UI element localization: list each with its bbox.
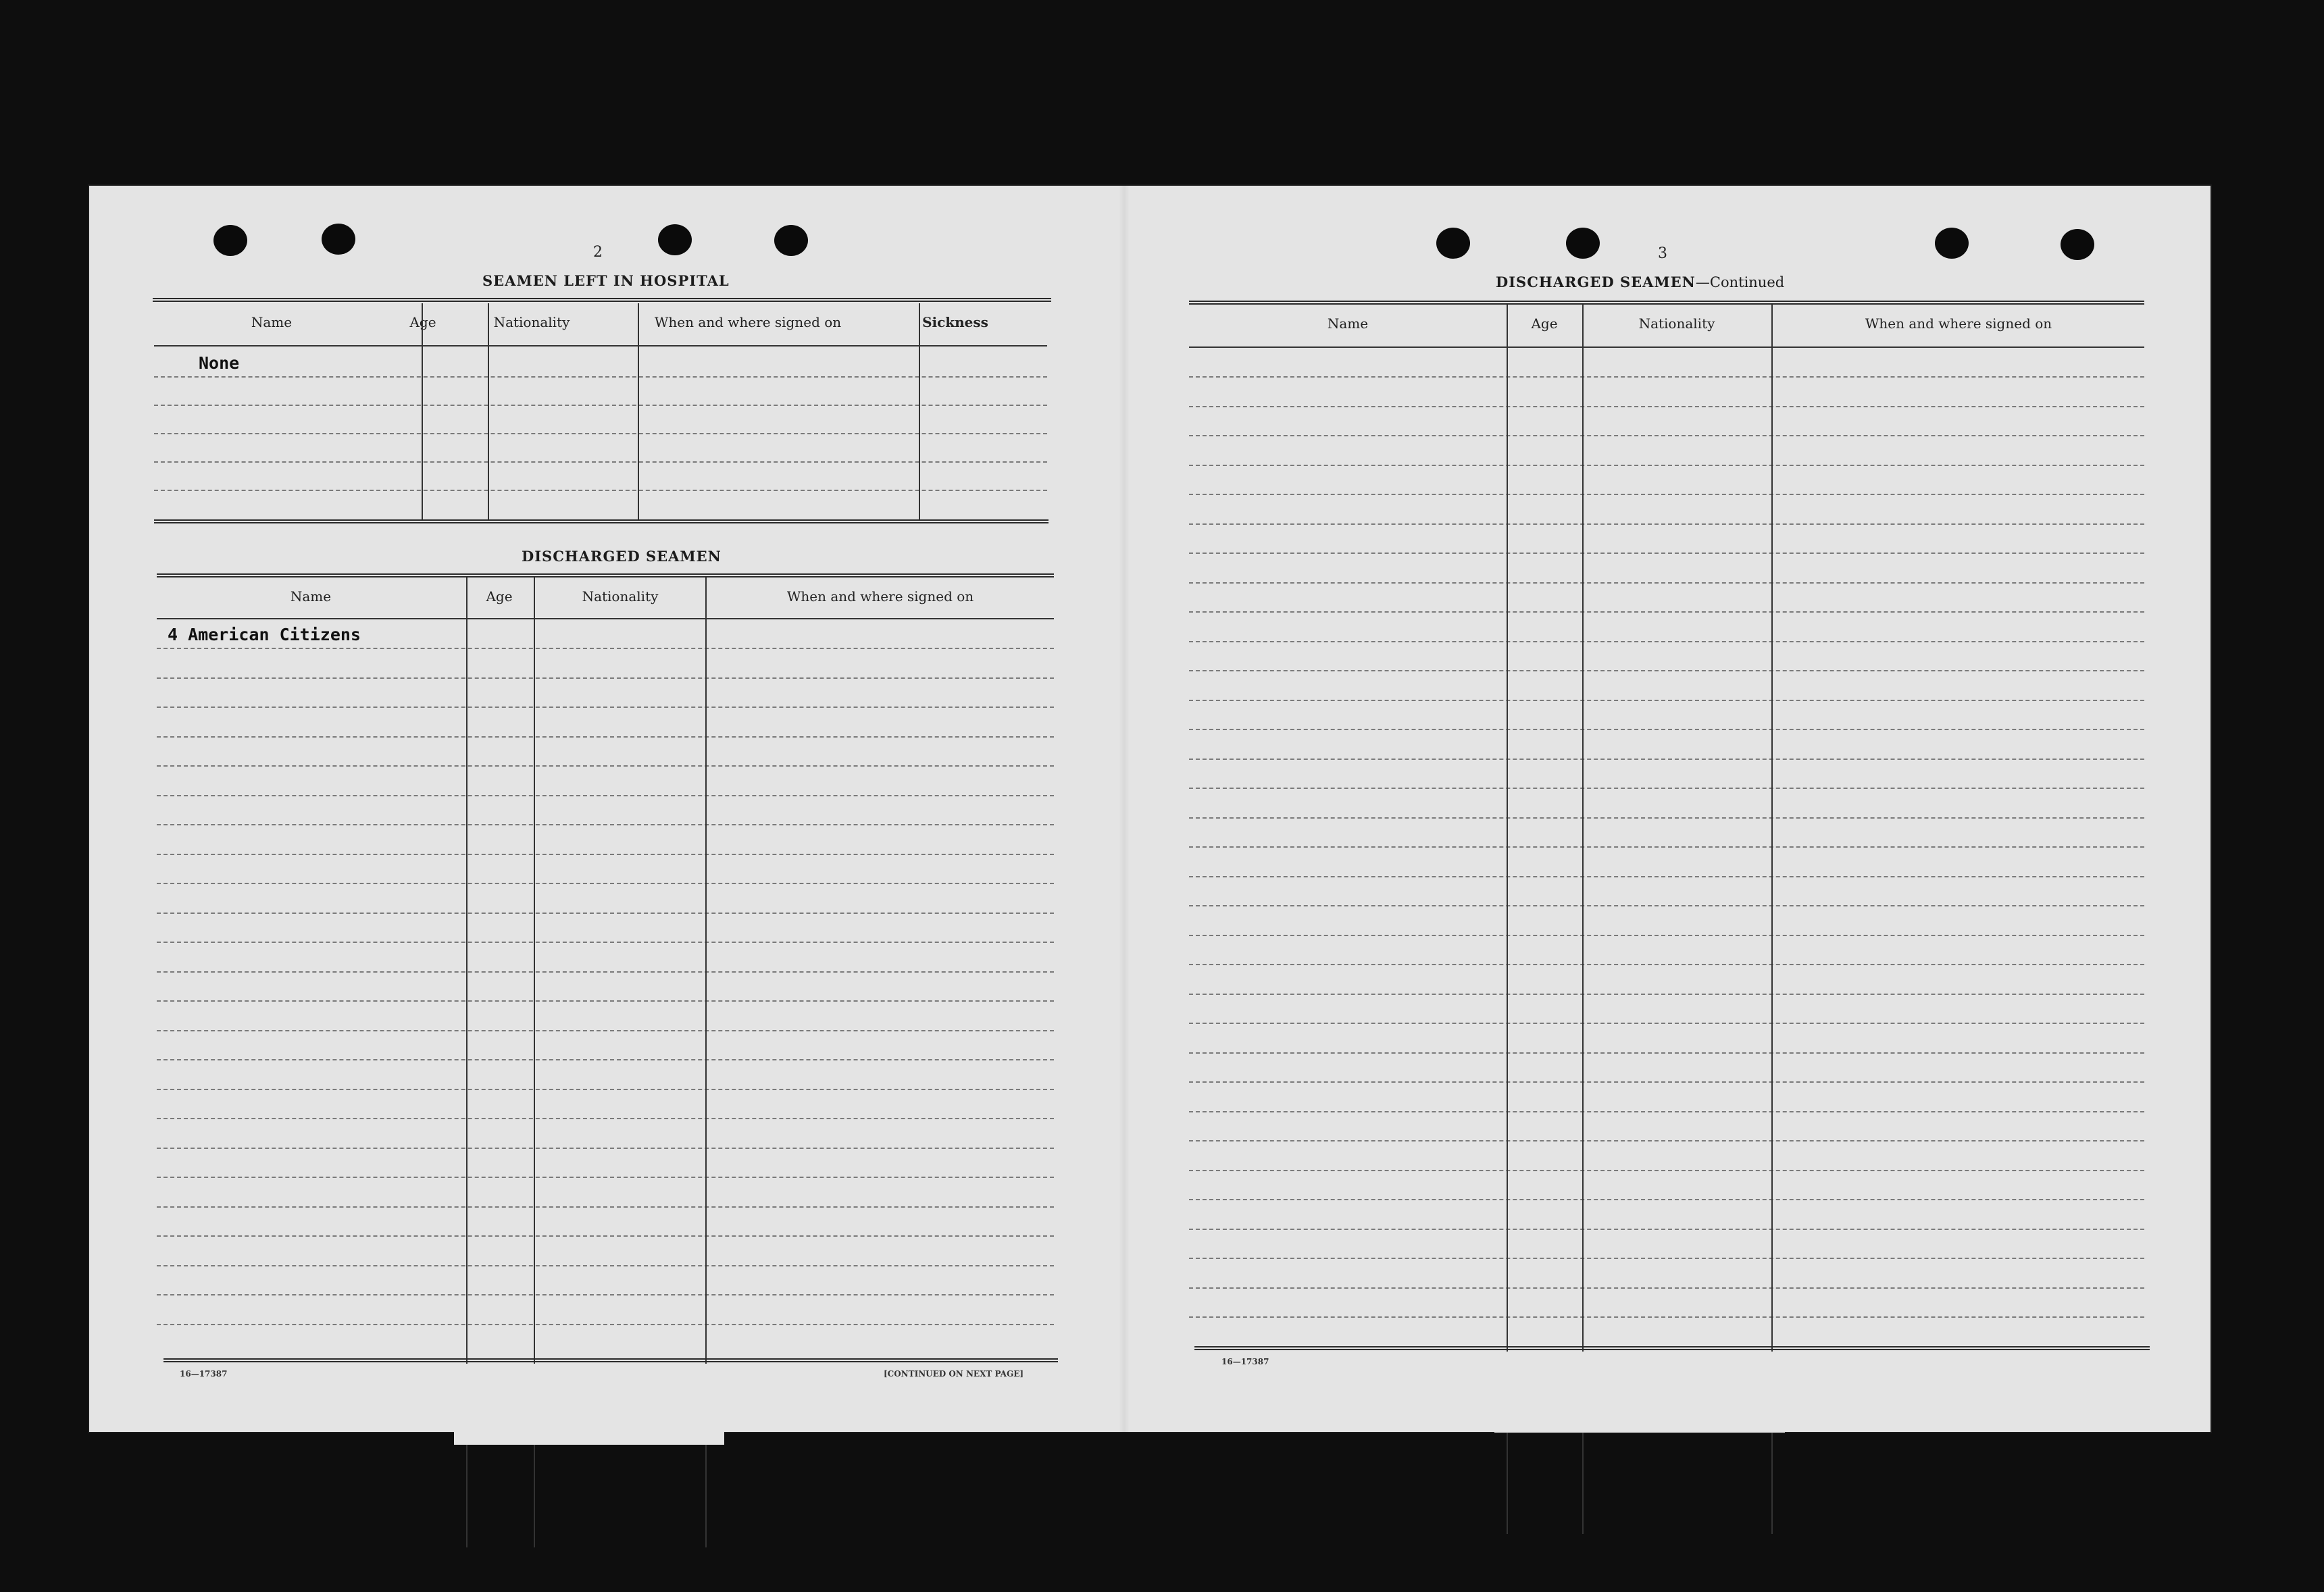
continued-note: [CONTINUED ON NEXT PAGE] [884, 1369, 1024, 1379]
ruled-line [1189, 406, 2144, 407]
table-bottom-rule [163, 1358, 1058, 1362]
ruled-line [1189, 729, 2144, 730]
ruled-line [1189, 1023, 2144, 1024]
header-rule [1189, 346, 2144, 348]
discharged-table-title: DISCHARGED SEAMEN [522, 548, 722, 565]
column-header-when-where: When and where signed on [786, 588, 974, 605]
ruled-line [157, 1059, 1054, 1060]
ruled-line [1189, 905, 2144, 906]
ruled-line [1189, 582, 2144, 584]
punch-hole [322, 224, 355, 255]
column-header-nationality: Nationality [493, 314, 570, 330]
ruled-line [157, 1206, 1054, 1208]
column-header-nationality: Nationality [1638, 315, 1715, 332]
table-top-rule [153, 298, 1051, 302]
punch-hole [2061, 229, 2094, 260]
hospital-entry: None [199, 353, 240, 373]
ruled-line [157, 1148, 1054, 1149]
ruled-line [1189, 846, 2144, 848]
column-header-nationality: Nationality [582, 588, 659, 605]
column-header-when-where: When and where signed on [654, 314, 842, 330]
discharged-continued-title [1496, 274, 1784, 290]
column-header-when-where: When and where signed on [1865, 315, 2052, 332]
ruled-line [157, 1265, 1054, 1266]
ruled-line [1189, 670, 2144, 671]
table-bottom-rule [154, 519, 1049, 523]
column-divider [919, 303, 920, 521]
ruled-line [1189, 1229, 2144, 1230]
form-number: 16—17387 [180, 1369, 228, 1379]
ruled-line [1189, 523, 2144, 525]
ruled-line [1189, 700, 2144, 701]
ruled-line [1189, 1052, 2144, 1054]
form-number: 16—17387 [1221, 1357, 1269, 1366]
ruled-line [1189, 935, 2144, 936]
ruled-line [157, 971, 1054, 973]
ledger-sheet [89, 186, 2211, 1432]
ruled-line [157, 677, 1054, 679]
ruled-line [157, 765, 1054, 767]
table-top-rule [157, 573, 1054, 577]
ruled-line [1189, 465, 2144, 466]
ruled-line [1189, 1316, 2144, 1318]
ruled-line [1189, 788, 2144, 789]
punch-hole [774, 225, 808, 256]
ruled-line [157, 1324, 1054, 1325]
ruled-line [157, 648, 1054, 649]
column-divider [422, 303, 423, 521]
title-main: DISCHARGED SEAMEN [1496, 274, 1696, 290]
ruled-line [157, 1000, 1054, 1002]
table-bottom-rule [1194, 1346, 2150, 1350]
column-header-sickness: Sickness [922, 314, 988, 330]
punch-hole [658, 224, 692, 255]
ruled-line [157, 1089, 1054, 1090]
ruled-line [157, 1118, 1054, 1119]
column-divider [488, 303, 489, 521]
page-number: 2 [593, 244, 603, 261]
ruled-line [1189, 494, 2144, 495]
ruled-line [157, 913, 1054, 914]
punch-hole [1566, 228, 1600, 259]
page-fold [1119, 186, 1130, 1432]
discharged-entry: 4 American Citizens [168, 625, 361, 644]
page-number: 3 [1658, 245, 1667, 262]
column-header-age: Age [1531, 315, 1558, 332]
ruled-line [1189, 876, 2144, 877]
column-header-age: Age [409, 314, 436, 330]
header-rule [157, 618, 1054, 619]
ruled-line [157, 942, 1054, 943]
ruled-line [157, 795, 1054, 796]
hospital-table-title: SEAMEN LEFT IN HOSPITAL [482, 272, 730, 289]
ruled-line [1189, 964, 2144, 965]
ruled-line [1189, 759, 2144, 760]
ruled-line [1189, 1199, 2144, 1200]
ruled-line [1189, 553, 2144, 554]
ruled-line [157, 1030, 1054, 1031]
ruled-line [1189, 994, 2144, 995]
ruled-line [1189, 435, 2144, 436]
punch-hole [1436, 228, 1470, 259]
ruled-line [157, 707, 1054, 708]
ruled-line [157, 1235, 1054, 1237]
ruled-line [157, 736, 1054, 738]
title-suffix: —Continued [1695, 274, 1785, 290]
punch-hole [213, 225, 247, 256]
column-header-name: Name [1327, 315, 1369, 332]
punch-hole [1935, 228, 1969, 259]
ruled-line [1189, 1258, 2144, 1259]
ruled-line [157, 824, 1054, 825]
ruled-line [1189, 1287, 2144, 1289]
ruled-line [1189, 376, 2144, 378]
header-rule [154, 345, 1047, 346]
ruled-line [1189, 611, 2144, 613]
column-divider [638, 303, 639, 521]
ruled-line [1189, 1081, 2144, 1083]
column-header-age: Age [486, 588, 513, 605]
column-header-name: Name [251, 314, 293, 330]
column-header-name: Name [290, 588, 332, 605]
ruled-line [157, 1177, 1054, 1178]
ruled-line [157, 1294, 1054, 1295]
ruled-line [1189, 1170, 2144, 1171]
ruled-line [1189, 1111, 2144, 1112]
ruled-line [157, 883, 1054, 884]
ruled-line [157, 854, 1054, 855]
table-top-rule [1189, 301, 2144, 305]
ruled-line [1189, 641, 2144, 642]
ruled-line [1189, 817, 2144, 819]
ruled-line [1189, 1140, 2144, 1141]
